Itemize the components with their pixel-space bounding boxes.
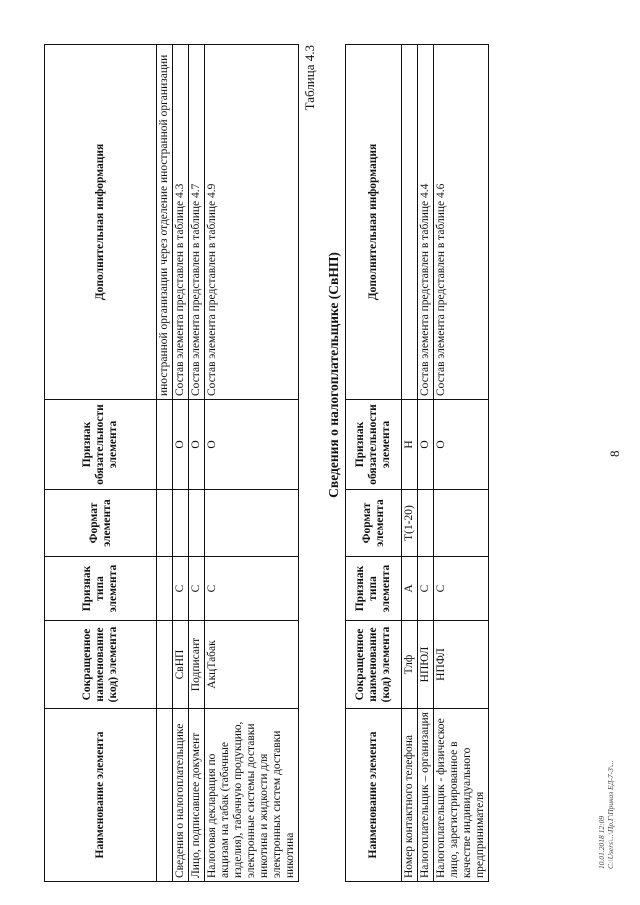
cell-info: иностранной организации через отделение иностранной организации (157, 45, 173, 400)
table-row (157, 45, 173, 882)
table-header-row (45, 45, 157, 882)
cell-required (157, 400, 173, 490)
header-info: Дополнительная информация (45, 45, 157, 400)
cell-info: Состав элемента представлен в таблице 4.4 (418, 45, 434, 400)
cell-required: О (434, 400, 489, 490)
cell-code (157, 621, 173, 709)
header-format: Формат элемента (346, 490, 402, 557)
cell-name: Сведения о налогоплательщике (173, 709, 189, 882)
table-row (434, 45, 489, 882)
table-row (402, 45, 418, 882)
cell-required: О (189, 400, 205, 490)
cell-name: Номер контактного телефона (402, 709, 418, 882)
cell-code: Тлф (402, 621, 418, 709)
cell-required: О (418, 400, 434, 490)
print-stamp (597, 760, 615, 869)
elements-table-continuation (44, 44, 299, 882)
table-header-row (346, 45, 402, 882)
cell-type: С (189, 557, 205, 621)
taxpayer-info-table (345, 44, 489, 882)
cell-info: Состав элемента представлен в таблице 4.6 (434, 45, 489, 400)
cell-info: Состав элемента представлен в таблице 4.7 (189, 45, 205, 400)
cell-name: Налогоплательщик – организация (418, 709, 434, 882)
cell-required: О (173, 400, 189, 490)
cell-name (157, 709, 173, 882)
cell-name: Лицо, подписавшее документ (189, 709, 205, 882)
page-number: 8 (607, 450, 622, 457)
cell-type: С (434, 557, 489, 621)
cell-code: АкцТабак (205, 621, 299, 709)
cell-name: Налогоплательщик - физическое лицо, зарегистрированное в качестве индивидуального предпринимателя (434, 709, 489, 882)
cell-format (434, 490, 489, 557)
cell-required: О (205, 400, 299, 490)
cell-type: С (173, 557, 189, 621)
table-row (205, 45, 299, 882)
cell-format (205, 490, 299, 557)
cell-info (402, 45, 418, 400)
cell-format (418, 490, 434, 557)
cell-code: НПФЛ (434, 621, 489, 709)
cell-format (173, 490, 189, 557)
table-title: Сведения о налогоплательщике (СвНП) (326, 252, 341, 498)
table-caption: Таблица 4.3 (302, 45, 317, 111)
header-name: Наименование элемента (45, 709, 157, 882)
stamp-path: C:\Users\...\Пр.Г\Приказ ЕД-7-3\... (606, 760, 615, 869)
cell-code: НПЮЛ (418, 621, 434, 709)
cell-type: С (418, 557, 434, 621)
cell-type: С (205, 557, 299, 621)
table-row (189, 45, 205, 882)
header-required: Признак обязательности элемента (346, 400, 402, 490)
cell-required: Н (402, 400, 418, 490)
header-info: Дополнительная информация (346, 45, 402, 400)
header-name: Наименование элемента (346, 709, 402, 882)
header-type: Признак типа элемента (45, 557, 157, 621)
cell-type: А (402, 557, 418, 621)
table-row (418, 45, 434, 882)
header-format: Формат элемента (45, 490, 157, 557)
header-code: Сокращенное наименование (код) элемента (346, 621, 402, 709)
cell-info: Состав элемента представлен в таблице 4.9 (205, 45, 299, 400)
cell-code: Подписант (189, 621, 205, 709)
cell-name: Налоговая декларация по акцизам на табак (табачные изделия), табачную продукцию, электронные системы доставки никотина и жидкости для электронных систем доставки никотина (205, 709, 299, 882)
cell-format (189, 490, 205, 557)
stamp-date: 10.01.2018 12:09 (597, 815, 606, 869)
cell-format (157, 490, 173, 557)
header-type: Признак типа элемента (346, 557, 402, 621)
cell-type (157, 557, 173, 621)
header-code: Сокращенное наименование (код) элемента (45, 621, 157, 709)
cell-info: Состав элемента представлен в таблице 4.3 (173, 45, 189, 400)
header-required: Признак обязательности элемента (45, 400, 157, 490)
cell-format: T(1-20) (402, 490, 418, 557)
cell-code: СвНП (173, 621, 189, 709)
table-row (173, 45, 189, 882)
